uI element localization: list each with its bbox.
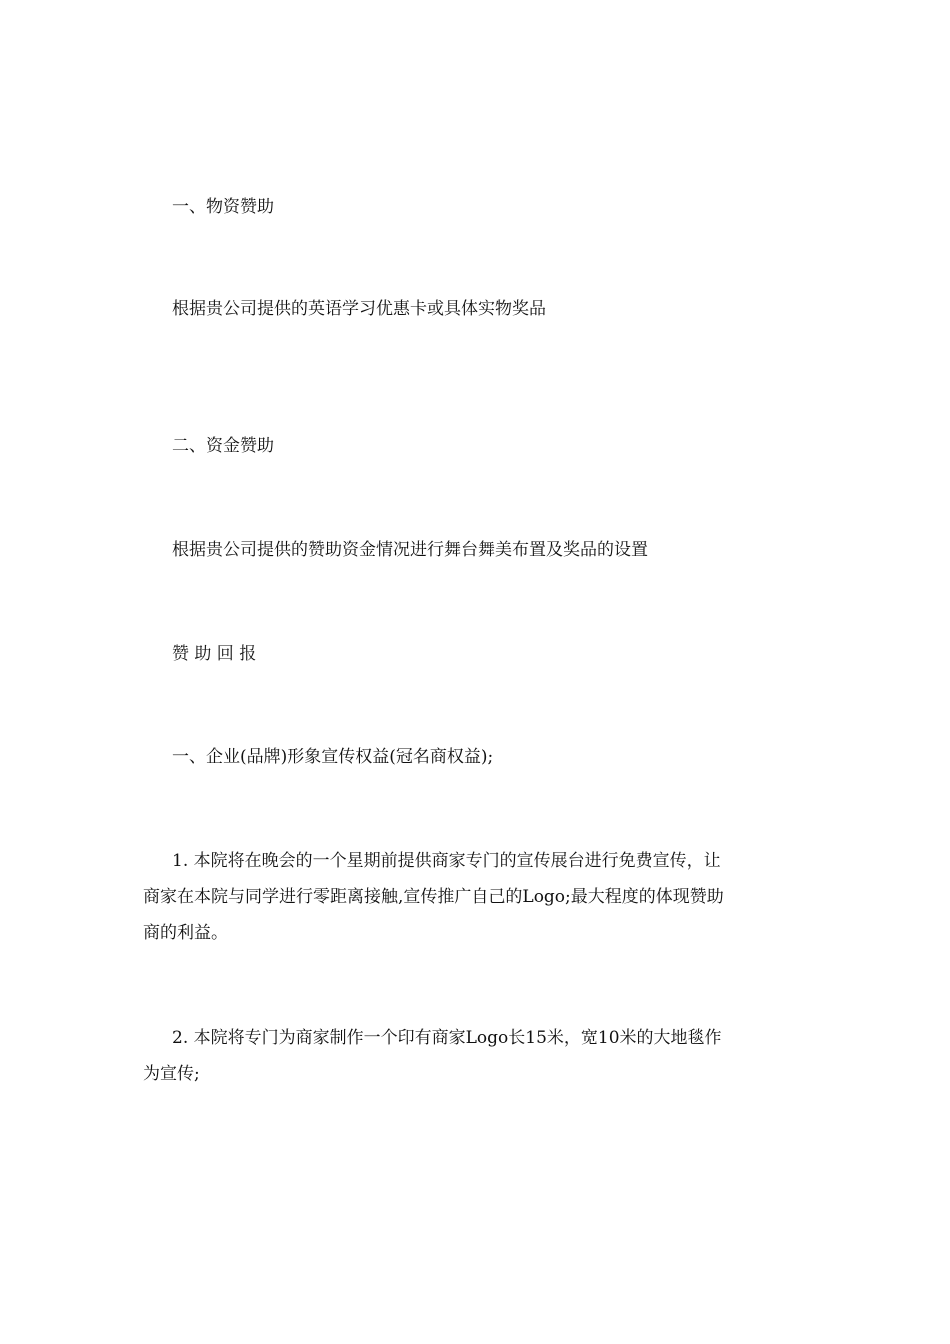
returns-item1-heading: 一、企业(品牌)形象宣传权益(冠名商权益); xyxy=(172,747,494,767)
section2-text: 根据贵公司提供的赞助资金情况进行舞台舞美布置及奖品的设置 xyxy=(172,540,648,560)
point1-line2: 商家在本院与同学进行零距离接触,宣传推广自己的Logo;最大程度的体现赞助 xyxy=(143,887,724,907)
point2-line1: 2. 本院将专门为商家制作一个印有商家Logo长15米，宽10米的大地毯作 xyxy=(172,1028,722,1048)
section1-heading: 一、物资赞助 xyxy=(172,197,274,217)
section2-heading: 二、资金赞助 xyxy=(172,436,274,456)
point2-line2: 为宣传; xyxy=(143,1064,200,1084)
returns-heading: 赞 助 回 报 xyxy=(172,644,257,664)
point1-line3: 商的利益。 xyxy=(143,923,228,943)
section1-text: 根据贵公司提供的英语学习优惠卡或具体实物奖品 xyxy=(172,299,546,319)
point1-line1: 1. 本院将在晚会的一个星期前提供商家专门的宣传展台进行免费宣传，让 xyxy=(172,851,721,871)
